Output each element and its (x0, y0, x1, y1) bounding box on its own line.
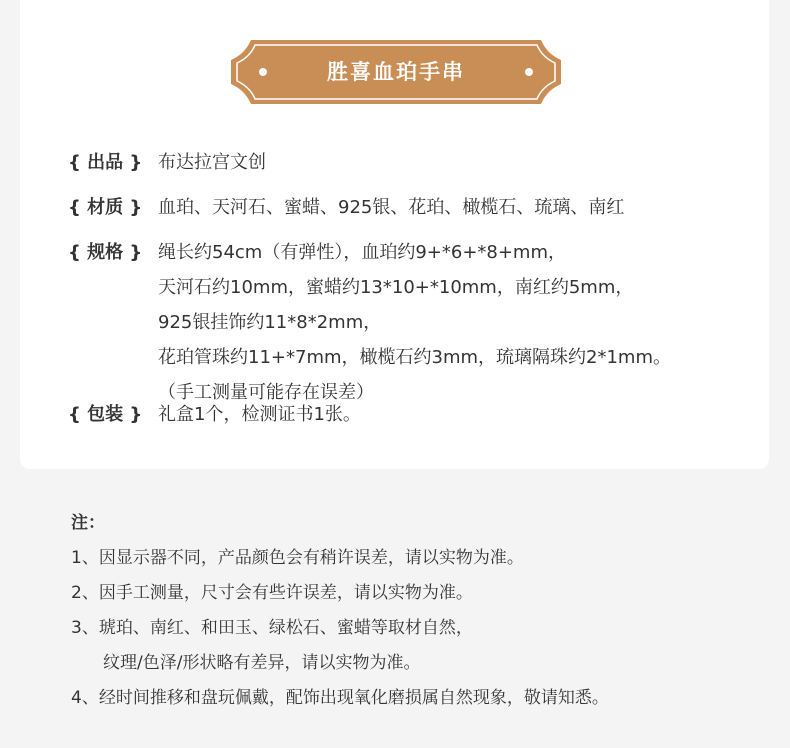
detail-value: 花珀管珠约11+*7mm，橄榄石约3mm，琉璃隔珠约2*1mm。 (158, 347, 671, 368)
detail-value: 布达拉宫文创 (158, 152, 266, 173)
detail-value: 礼盒1个，检测证书1张。 (158, 404, 361, 425)
detail-value: 绳长约54cm（有弹性），血珀约9+*6+*8+mm， (158, 242, 567, 263)
notes-title: 注： (71, 513, 105, 533)
detail-value: 925银挂饰约11*8*2mm， (158, 312, 382, 333)
note-item: 3、琥珀、南红、和田玉、绿松石、蜜蜡等取材自然， (71, 618, 473, 638)
note-item: 2、因手工测量，尺寸会有些许误差，请以实物为准。 (71, 583, 473, 603)
detail-value: （手工测量可能存在误差） (158, 382, 374, 403)
detail-label: { 包装 } (68, 404, 143, 425)
detail-value: 天河石约10mm，蜜蜡约13*10+*10mm，南红约5mm， (158, 277, 634, 298)
notes-section (71, 506, 609, 716)
detail-label: { 材质 } (68, 197, 143, 218)
note-item: 4、经时间推移和盘玩佩戴，配饰出现氧化磨损属自然现象，敬请知悉。 (71, 688, 609, 708)
title-banner (229, 38, 563, 106)
note-item: 1、因显示器不同，产品颜色会有稍许误差，请以实物为准。 (71, 548, 524, 568)
detail-label: { 出品 } (68, 152, 143, 173)
note-item-continued: 纹理/色泽/形状略有差异，请以实物为准。 (103, 653, 421, 673)
detail-value: 血珀、天河石、蜜蜡、925银、花珀、橄榄石、琉璃、南红 (158, 197, 625, 218)
product-title: 胜喜血珀手串 (327, 60, 465, 84)
detail-label: { 规格 } (68, 242, 143, 263)
